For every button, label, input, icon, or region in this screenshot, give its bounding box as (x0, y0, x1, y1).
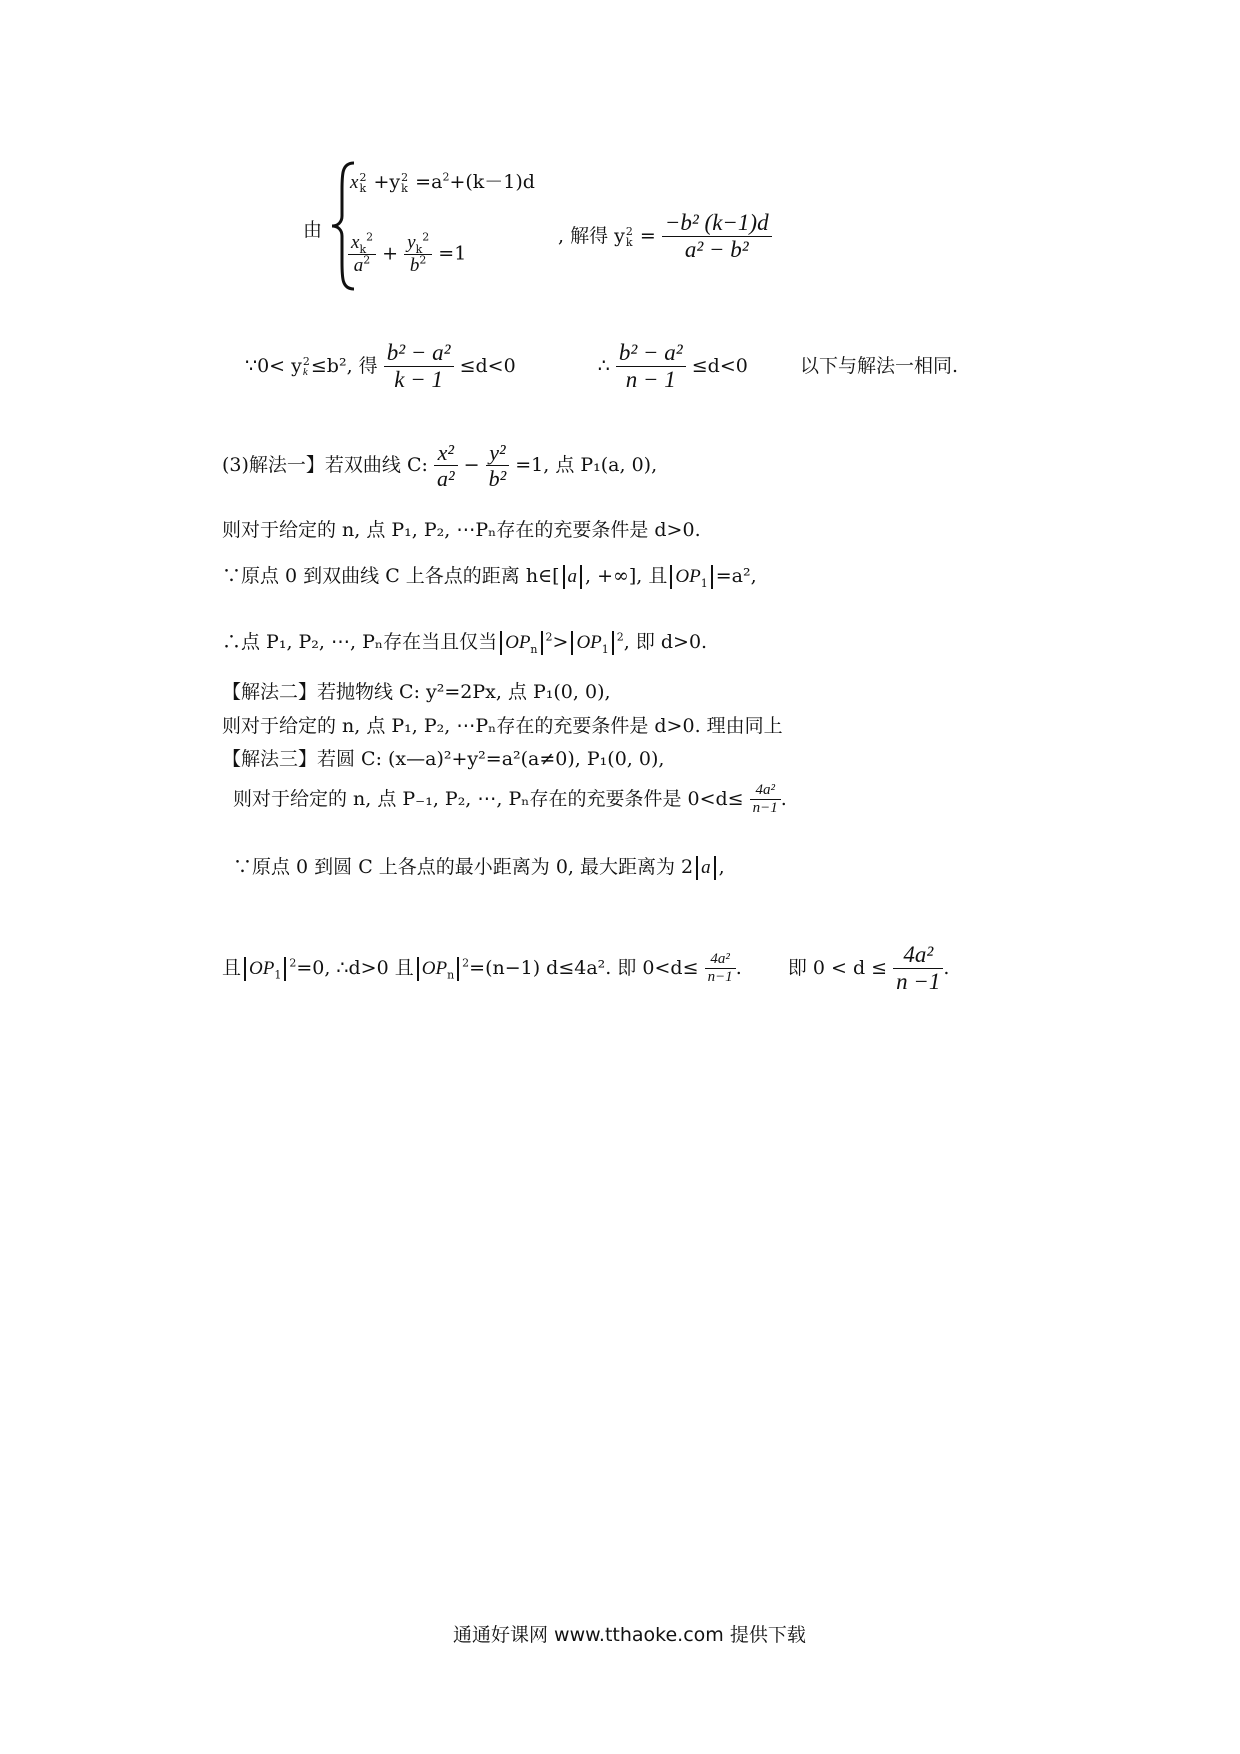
you-label: 由 (303, 219, 323, 241)
solve-result: , 解得 y 2 k = $\frac{\text{−b² (k−1)d}}{\text{a² − b²}}$ (558, 210, 772, 264)
circle-heading: 【解法三】若圆 C: (x—a)²+y²=a²(a≠0), P₁(0, 0), (222, 748, 665, 770)
circle-condition: 则对于给定的 n, 点 P₋₁, P₂, ⋯, Pₙ存在的充要条件是 0<d≤ $\frac{\text{4a²}}{n-1}$ . (233, 782, 787, 817)
range-line: ∵0< y 2 k ≤b², 得 $\frac{\text{b² − a²}}{k - 1}$ ≤d<0 ∴ $\frac{\text{b² − a²}}{n - 1}$ ≤d<0 以下与解法一相同. (245, 340, 958, 393)
hyperbola-conclusion: ∴点 P₁, P₂, ⋯, Pₙ存在当且仅当 $OP_n^2> OP_1^2$, 即 d>0. (222, 630, 708, 656)
parabola-condition: 则对于给定的 n, 点 P₁, P₂, ⋯Pₙ存在的充要条件是 d>0. 理由同上 (222, 715, 783, 737)
system-equation-2: $\frac{x_k^2}{a^2}$ + $\frac{y_k^2}{b^2}$ =1 (348, 232, 466, 277)
parabola-heading: 【解法二】若抛物线 C: y²=2Px, 点 P₁(0, 0), (222, 681, 611, 703)
hyperbola-distance: ∵原点 0 到双曲线 C 上各点的距离 h∈[ a , +∞], 且 $OP_1 =a^2$, (222, 565, 757, 590)
circle-conclusion: 且 $OP_1^2=0$, ∴d>0 且 $OP_n^2=(n-1)$ d≤4a². 即 0<d≤ $\frac{\text{4a²}}{n-1}$ . 即 0 < d ≤ $\frac{\text{4a²}}{n -1}$ . (222, 942, 950, 995)
hyperbola-condition: 则对于给定的 n, 点 P₁, P₂, ⋯Pₙ存在的充要条件是 d>0. (222, 519, 701, 541)
footer-credit: 通通好课网 www.tthaoke.com 提供下载 (453, 1624, 806, 1646)
hyperbola-heading: (3)解法一】若双曲线 C: $\frac{\text{x²}}{\text{a²}}$ − $\frac{\text{y²}}{\text{b²}}$ =1, 点 P₁(a, 0), (222, 440, 658, 492)
system-equation-1: x 2 k +y 2 k $=a^2+(k-1)d$ (350, 170, 535, 195)
circle-distance: ∵原点 0 到圆 C 上各点的最小距离为 0, 最大距离为 2 a , (233, 856, 725, 878)
